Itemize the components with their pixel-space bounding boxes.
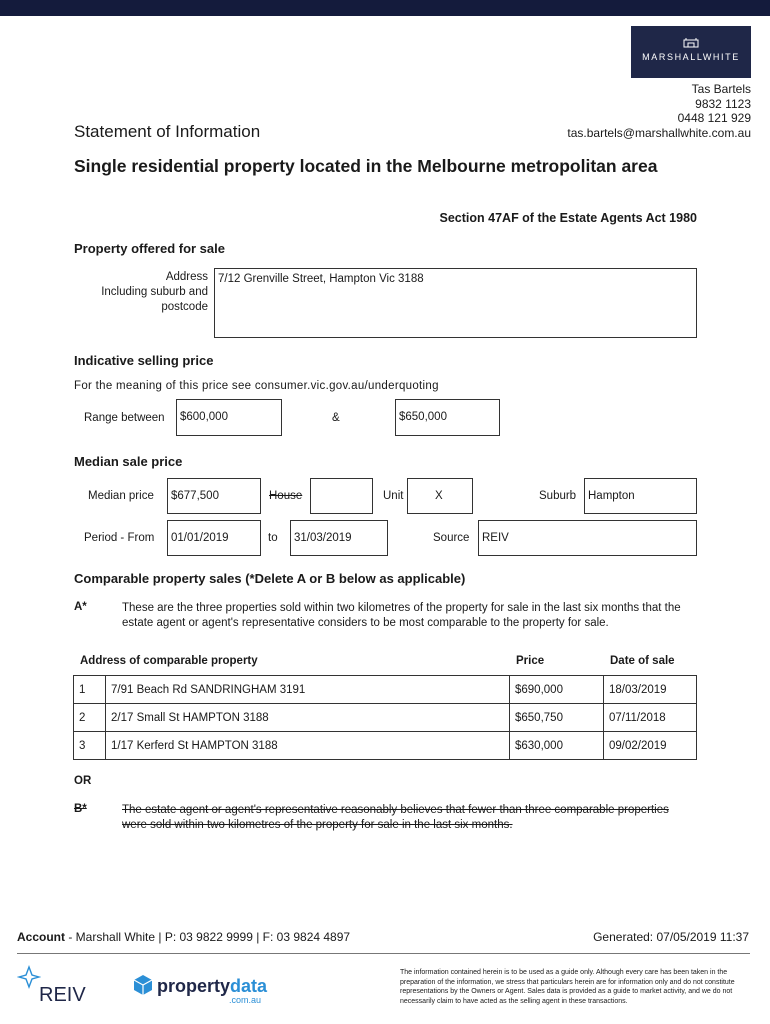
account-label: Account <box>17 930 65 944</box>
address-label-line: Address <box>165 271 208 283</box>
option-b-text: The estate agent or agent's representative reasonably believes that fewer than three comparable properties were sold within two kilometres of the property for sale in the last six months. <box>122 804 669 831</box>
row-price[interactable]: $650,750 <box>510 704 604 732</box>
row-number: 2 <box>74 704 106 732</box>
median-price-label: Median price <box>88 490 154 502</box>
row-date[interactable]: 18/03/2019 <box>604 676 697 704</box>
account-info <box>17 930 350 944</box>
table-row <box>74 704 697 732</box>
reiv-logo <box>17 965 97 1005</box>
option-a-text: These are the three properties sold within two kilometres of the property for sale in the last six months that the estate agent or agent's representative considers to be most comparable to the property for sale. <box>122 602 681 629</box>
propertydata-wordmark <box>157 976 267 997</box>
col-price-header: Price <box>516 655 545 667</box>
house-icon <box>683 38 699 48</box>
agent-email[interactable]: tas.bartels@marshallwhite.com.au <box>567 125 751 140</box>
address-label-line: Including suburb and <box>101 286 208 298</box>
underquoting-note: For the meaning of this price see consumer.vic.gov.au/underquoting <box>74 380 439 392</box>
marshall-white-logo <box>631 26 751 78</box>
unit-label: Unit <box>383 490 404 502</box>
row-address[interactable]: 2/17 Small St HAMPTON 3188 <box>106 704 510 732</box>
source-label: Source <box>433 532 470 544</box>
account-details: - Marshall White | P: 03 9822 9999 | F: 03 9824 4897 <box>68 930 351 944</box>
row-price[interactable]: $630,000 <box>510 732 604 760</box>
range-ampersand: & <box>332 412 340 424</box>
row-number: 1 <box>74 676 106 704</box>
table-row <box>74 676 697 704</box>
propertydata-main: property <box>157 976 231 996</box>
generated-timestamp: Generated: 07/05/2019 11:37 <box>593 930 749 944</box>
period-to-field[interactable]: 31/03/2019 <box>290 520 388 556</box>
property-heading: Property offered for sale <box>74 241 225 256</box>
col-address-header: Address of comparable property <box>80 655 258 667</box>
suburb-label: Suburb <box>539 490 577 502</box>
or-separator: OR <box>74 775 92 787</box>
brand-name: MARSHALLWHITE <box>642 52 740 62</box>
house-field[interactable] <box>310 478 373 514</box>
col-date-header: Date of sale <box>610 655 675 667</box>
propertydata-domain: .com.au <box>229 995 262 1005</box>
agent-mobile: 0448 121 929 <box>677 111 751 125</box>
unit-field[interactable]: X <box>407 478 473 514</box>
row-price[interactable]: $690,000 <box>510 676 604 704</box>
reiv-wordmark: REIV <box>39 984 86 1006</box>
option-b-marker: B* <box>74 803 87 815</box>
period-from-field[interactable]: 01/01/2019 <box>167 520 261 556</box>
median-price-field[interactable]: $677,500 <box>167 478 261 514</box>
footer-divider <box>17 953 750 954</box>
row-number: 3 <box>74 732 106 760</box>
agent-contact <box>567 82 751 140</box>
price-high-field[interactable]: $650,000 <box>395 399 500 436</box>
row-address[interactable]: 1/17 Kerferd St HAMPTON 3188 <box>106 732 510 760</box>
comparable-table <box>73 675 697 760</box>
cube-icon <box>132 974 154 996</box>
period-to-label: to <box>268 532 278 544</box>
price-low-field[interactable]: $600,000 <box>176 399 282 436</box>
top-bar <box>0 0 770 16</box>
address-label <box>60 270 208 315</box>
range-label: Range between <box>84 412 165 424</box>
document-title: Statement of Information <box>74 122 261 141</box>
option-a-marker: A* <box>74 601 87 613</box>
median-heading: Median sale price <box>74 454 183 469</box>
section-reference: Section 47AF of the Estate Agents Act 1980 <box>439 211 697 225</box>
address-field[interactable]: 7/12 Grenville Street, Hampton Vic 3188 <box>214 268 697 338</box>
source-field[interactable]: REIV <box>478 520 697 556</box>
indicative-heading: Indicative selling price <box>74 353 214 368</box>
row-date[interactable]: 09/02/2019 <box>604 732 697 760</box>
comparable-heading: Comparable property sales (*Delete A or B below as applicable) <box>74 571 466 586</box>
row-address[interactable]: 7/91 Beach Rd SANDRINGHAM 3191 <box>106 676 510 704</box>
agent-phone: 9832 1123 <box>695 96 751 111</box>
suburb-field[interactable]: Hampton <box>584 478 697 514</box>
disclaimer-text: The information contained herein is to be used as a guide only. Although every care has been taken in the preparation of the information, we stress that particulars herein are for information only and do not constitute representations by the Owners or Agent. Sales data is provided as a guide to market activity, and we do not necessarily claim to have acted as the selling agent in these transactions. <box>400 969 735 1005</box>
reiv-star-icon <box>17 965 41 989</box>
agent-name: Tas Bartels <box>691 82 751 96</box>
row-date[interactable]: 07/11/2018 <box>604 704 697 732</box>
propertydata-logo <box>132 972 272 1008</box>
table-row <box>74 732 697 760</box>
document-heading: Single residential property located in the Melbourne metropolitan area <box>74 156 658 176</box>
house-label: House <box>269 490 303 502</box>
period-label: Period - From <box>84 532 155 544</box>
propertydata-accent: data <box>230 976 268 996</box>
address-label-line: postcode <box>161 301 208 313</box>
